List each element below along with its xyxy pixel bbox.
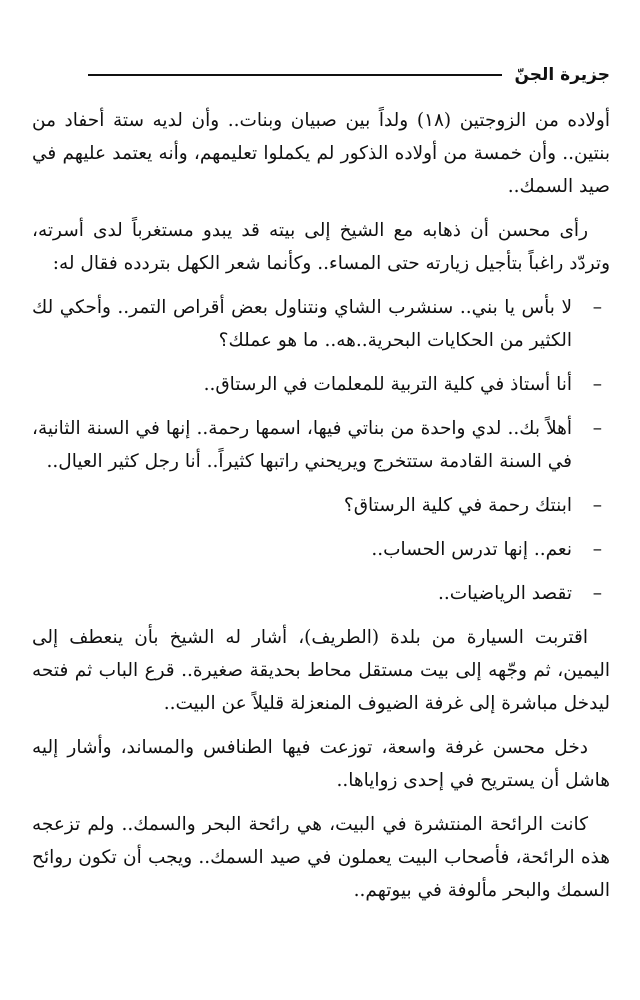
dialog-text: نعم.. إنها تدرس الحساب.. bbox=[371, 539, 572, 560]
paragraph: كانت الرائحة المنتشرة في البيت، هي رائحة البحر والسمك.. ولم تزعجه هذه الرائحة، فأصحاب البيت يعملون في صيد السمك.. ويجب أن تكون روائح السمك والبحر مألوفة في بيوتهم.. bbox=[32, 814, 610, 901]
header-rule bbox=[88, 74, 502, 76]
dialog-line bbox=[32, 291, 610, 357]
dialog-dash: – bbox=[592, 583, 602, 604]
dialog-text: تقصد الرياضيات.. bbox=[437, 583, 572, 604]
paragraph: اقتربت السيارة من بلدة (الطريف)، أشار له الشيخ بأن ينعطف إلى اليمين، ثم وجّهه إلى بيت مستقل محاط بحديقة صغيرة.. قرع الباب ثم فتحه ليدخل مباشرة إلى غرفة الضيوف المنعزلة قليلاً عن البيت.. bbox=[32, 627, 610, 714]
dialog-dash: – bbox=[592, 495, 602, 516]
dialog-dash: – bbox=[592, 418, 602, 439]
dialog-line bbox=[32, 533, 610, 566]
paragraph: دخل محسن غرفة واسعة، توزعت فيها الطنافس والمساند، وأشار إليه هاشل أن يستريح في إحدى زواياها.. bbox=[32, 737, 610, 791]
paragraph: أولاده من الزوجتين (١٨) ولداً بين صبيان وبنات.. وأن لديه ستة أحفاد من بنتين.. وأن خمسة من أولاده الذكور لم يكملوا تعليمهم، وأنه يعتمد عليهم في صيد السمك.. bbox=[32, 110, 610, 197]
dialog-dash: – bbox=[592, 539, 602, 560]
dialog-line bbox=[32, 412, 610, 478]
dialog-line bbox=[32, 489, 610, 522]
dialog-dash: – bbox=[592, 374, 602, 395]
dialog-text: أهلاً بك.. لدي واحدة من بناتي فيها، اسمها رحمة.. إنها في السنة الثانية، في السنة القادمة ستتخرج ويريحني راتبها كثيراً.. أنا رجل كثير العيال.. bbox=[32, 418, 572, 472]
dialog-text: لا بأس يا بني.. سنشرب الشاي ونتناول بعض أقراص التمر.. وأحكي لك الكثير من الحكايات البحرية..هه.. ما هو عملك؟ bbox=[32, 297, 572, 351]
paragraph: رأى محسن أن ذهابه مع الشيخ إلى بيته قد يبدو مستغرباً لدى أسرته، وتردّد راغباً بتأجيل زيارته حتى المساء.. وكأنما شعر الكهل بتردده فقال له: bbox=[32, 220, 610, 274]
running-header bbox=[88, 60, 610, 90]
dialog-text: أنا أستاذ في كلية التربية للمعلمات في الرستاق.. bbox=[203, 374, 572, 395]
dialog-line bbox=[32, 577, 610, 610]
dialog-line bbox=[32, 368, 610, 401]
dialog-dash: – bbox=[592, 297, 602, 318]
dialog-text: ابنتك رحمة في كلية الرستاق؟ bbox=[343, 495, 572, 516]
body-text bbox=[32, 104, 610, 918]
book-title: جزيرة الجنّ bbox=[514, 65, 610, 85]
